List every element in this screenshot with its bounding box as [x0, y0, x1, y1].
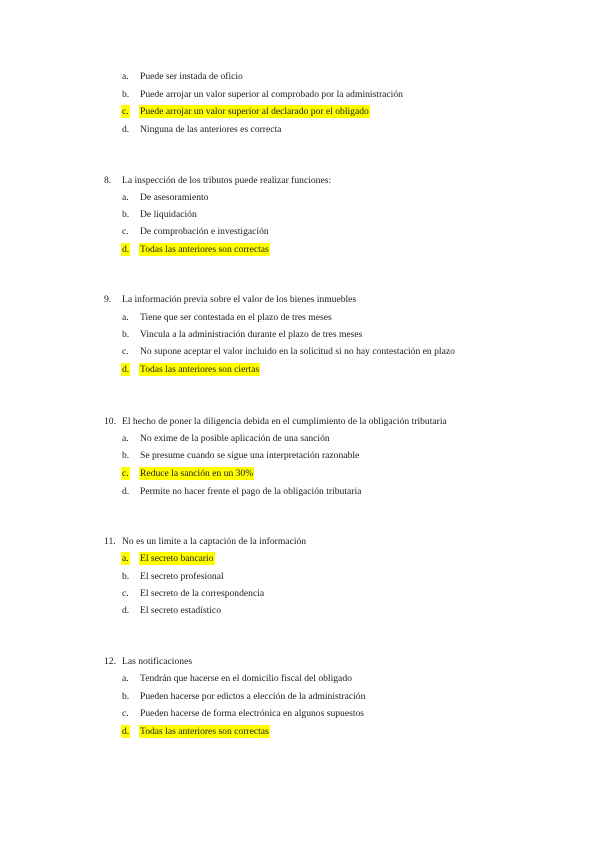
document-page: a. Puede ser instada de oficio b. Puede arrojar un valor superior al comprobado por la administración c. Puede arrojar un valor superior al declarado por el obligado d. Ninguna de las anteriores es correcta 8. La inspección de los tributos puede realizar funciones: a. De asesoramiento b. De liquidación c. De comprobación e investigación d. Todas las anteriores son correctas 9. La información previa sobre el valor de los bienes inmuebles a. Tiene que ser contestada en el plazo de tres meses b. Vincula a la administración durante el plazo de tres meses c. No supone aceptar el valor incluido en la solicitud si no hay contestación en plazo d. Todas las anteriores son ciertas 10. El hecho de poner la diligencia debida en el cumplimiento de la obligación tributaria a. No exime de la posible aplicación de una sanción b. Se presume cuando se sigue una interpretación razonable c. Reduce la sanción en un 30% d. Permite no hacer frente el pago de la obligación tributaria 11. No es un limite a la captación de la información a. El secreto bancario b. El secreto profesional c. El secreto de la correspondencia d. El secreto estadístico 12. Las notificaciones a. Tendrán que hacerse en el domicilio fiscal del obligado b. Pueden hacerse por edictos a elección de la administración c. Pueden hacerse de forma electrónica en algunos supuestos d. Todas las anteriores son correctas: [104, 71, 455, 737]
